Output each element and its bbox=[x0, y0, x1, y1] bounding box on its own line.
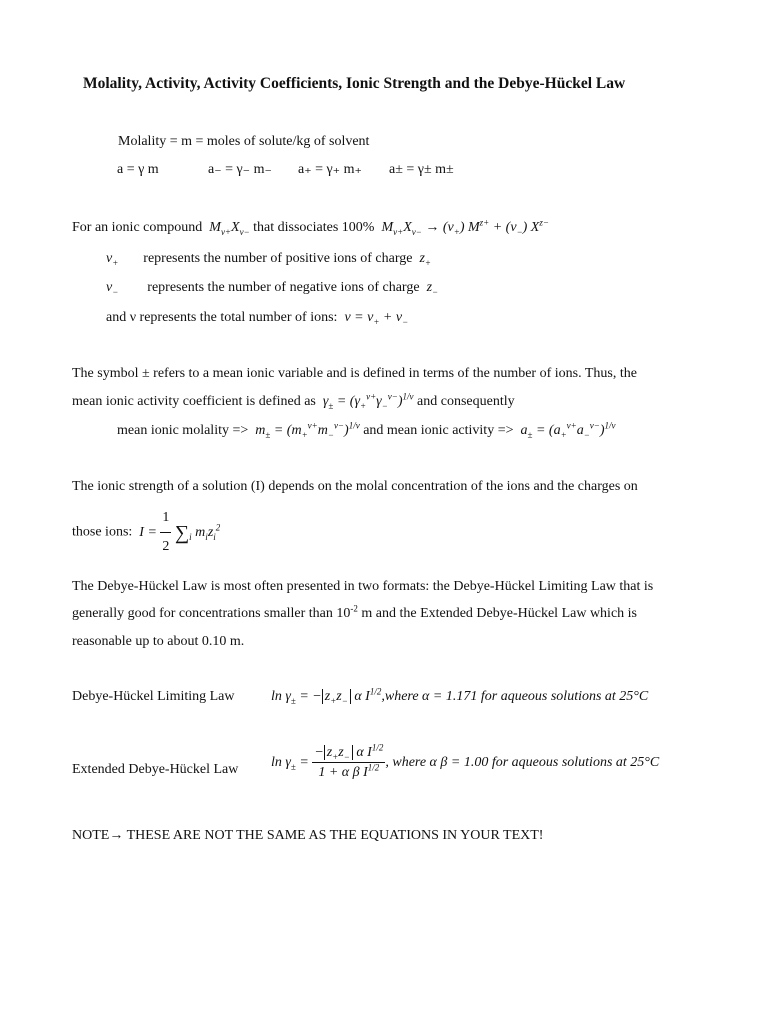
strength-text: those ions: bbox=[72, 524, 133, 540]
nu-minus-line bbox=[106, 279, 438, 297]
mean-molality-text: mean ionic molality => bbox=[117, 423, 249, 438]
nu-total-text: and ν represents the total number of ions: bbox=[106, 310, 338, 325]
page-title: Molality, Activity, Activity Coefficients, Ionic Strength and the Debye-Hückel Law bbox=[83, 75, 626, 92]
limiting-law-condition: ,where α = 1.171 for aqueous solutions at 25°C bbox=[381, 689, 649, 704]
note-text: THESE ARE NOT THE SAME AS THE EQUATIONS IN YOUR TEXT! bbox=[123, 828, 544, 843]
mean-coef-equation: $\gamma_\pm = (\gamma_+^{\nu+}\gamma_-^{\nu-})^{1/\nu}$ bbox=[319, 391, 414, 411]
dh-line-2 bbox=[72, 605, 637, 623]
dh-line-1: The Debye-Hückel Law is most often presented in two formats: the Debye-Hückel Limiting Law that is bbox=[72, 579, 654, 594]
activity-eq-3: a₊ = γ₊ m₊ bbox=[298, 162, 362, 177]
nu-minus-symbol: $\nu_-$ bbox=[106, 280, 119, 297]
nu-plus-symbol: $\nu_+$ bbox=[106, 251, 119, 268]
dissoc-text: that dissociates 100% bbox=[253, 220, 375, 235]
note-prefix: NOTE bbox=[72, 828, 110, 843]
dh-exponent: -2 bbox=[350, 603, 358, 614]
nu-minus-text: represents the number of negative ions of charge bbox=[147, 280, 420, 295]
arrow-icon: → bbox=[109, 828, 124, 843]
mean-molality-line bbox=[117, 422, 616, 440]
extended-law-equation: $\ln \gamma_\pm$ = $\frac{- z_+z_- \alpha I^{1/2}}{1 + \alpha \beta I^{1/2}}$ , where α β = 1.00 for aqueous solutions at 25°C bbox=[271, 742, 660, 780]
ionic-intro: For an ionic compound bbox=[72, 220, 203, 235]
limiting-law-label: Debye-Hückel Limiting Law bbox=[72, 689, 235, 704]
dh-line-3: reasonable up to about 0.10 m. bbox=[72, 634, 245, 649]
limiting-law-equation: $\ln \gamma_\pm$ = − $z_+z_-$ α $I^{1/2},where$ α = 1.171 for aqueous solutions at 25°C bbox=[271, 686, 649, 706]
nu-total-line bbox=[106, 309, 408, 327]
extended-law-condition: , where α β = 1.00 for aqueous solutions at 25°C bbox=[385, 755, 660, 770]
ionic-compound-line bbox=[72, 219, 549, 237]
activity-eq-4: a± = γ± m± bbox=[389, 162, 454, 177]
mean-coef-after: and consequently bbox=[417, 394, 515, 409]
mean-coef-text: mean ionic activity coefficient is defined as bbox=[72, 394, 316, 409]
nu-total-equation: $\nu = \nu_+ + \nu_-$ bbox=[340, 310, 409, 327]
nu-plus-line bbox=[106, 250, 431, 268]
extended-law-fraction: $\frac{- z_+z_- \alpha I^{1/2}}{1 + \alpha \beta I^{1/2}}$ bbox=[314, 742, 384, 780]
extended-law-label: Extended Debye-Hückel Law bbox=[72, 762, 239, 777]
dh-line-2b: m and the Extended Debye-Hückel Law which is bbox=[357, 606, 637, 621]
strength-line-1: The ionic strength of a solution (I) depends on the molal concentration of the ions and the charges on bbox=[72, 479, 638, 494]
mean-activity-text: and mean ionic activity => bbox=[363, 423, 514, 438]
mean-activity-equation: $a_\pm = (a_+^{\nu+}a_-^{\nu-})^{1/\nu}$ bbox=[517, 420, 616, 440]
dh-line-2a: generally good for concentrations smaller than 10 bbox=[72, 606, 351, 621]
z-plus-symbol: $z_+$ bbox=[415, 251, 431, 268]
note-line bbox=[72, 827, 543, 845]
nu-plus-text: represents the number of positive ions of charge bbox=[143, 251, 413, 266]
mean-paragraph-line-2 bbox=[72, 393, 515, 411]
mean-molality-equation: $m_\pm = (m_+^{\nu+}m_-^{\nu-})^{1/\nu}$ bbox=[251, 420, 360, 440]
dissociation-equation: $M_{\nu+}X_{\nu-} \to (\nu_+) M^{z+} + (\nu_-)$ $X^{z-}$ bbox=[377, 217, 549, 237]
strength-line-2 bbox=[72, 505, 220, 560]
molality-definition: Molality = m = moles of solute/kg of solvent bbox=[118, 134, 370, 149]
ionic-strength-equation: I = $\frac{1}{2}$ $\sum_i$ $m_iz_i^2$ bbox=[136, 525, 221, 540]
activity-eq-2: a₋ = γ₋ m₋ bbox=[208, 162, 272, 177]
z-minus-symbol: $z_-$ bbox=[423, 280, 439, 297]
mean-paragraph-line-1: The symbol ± refers to a mean ionic variable and is defined in terms of the number of ions. Thus, the bbox=[72, 366, 637, 381]
activity-eq-1: a = γ m bbox=[117, 162, 159, 177]
compound-formula: $M_{\nu+}X_{\nu-}$ bbox=[205, 220, 250, 237]
